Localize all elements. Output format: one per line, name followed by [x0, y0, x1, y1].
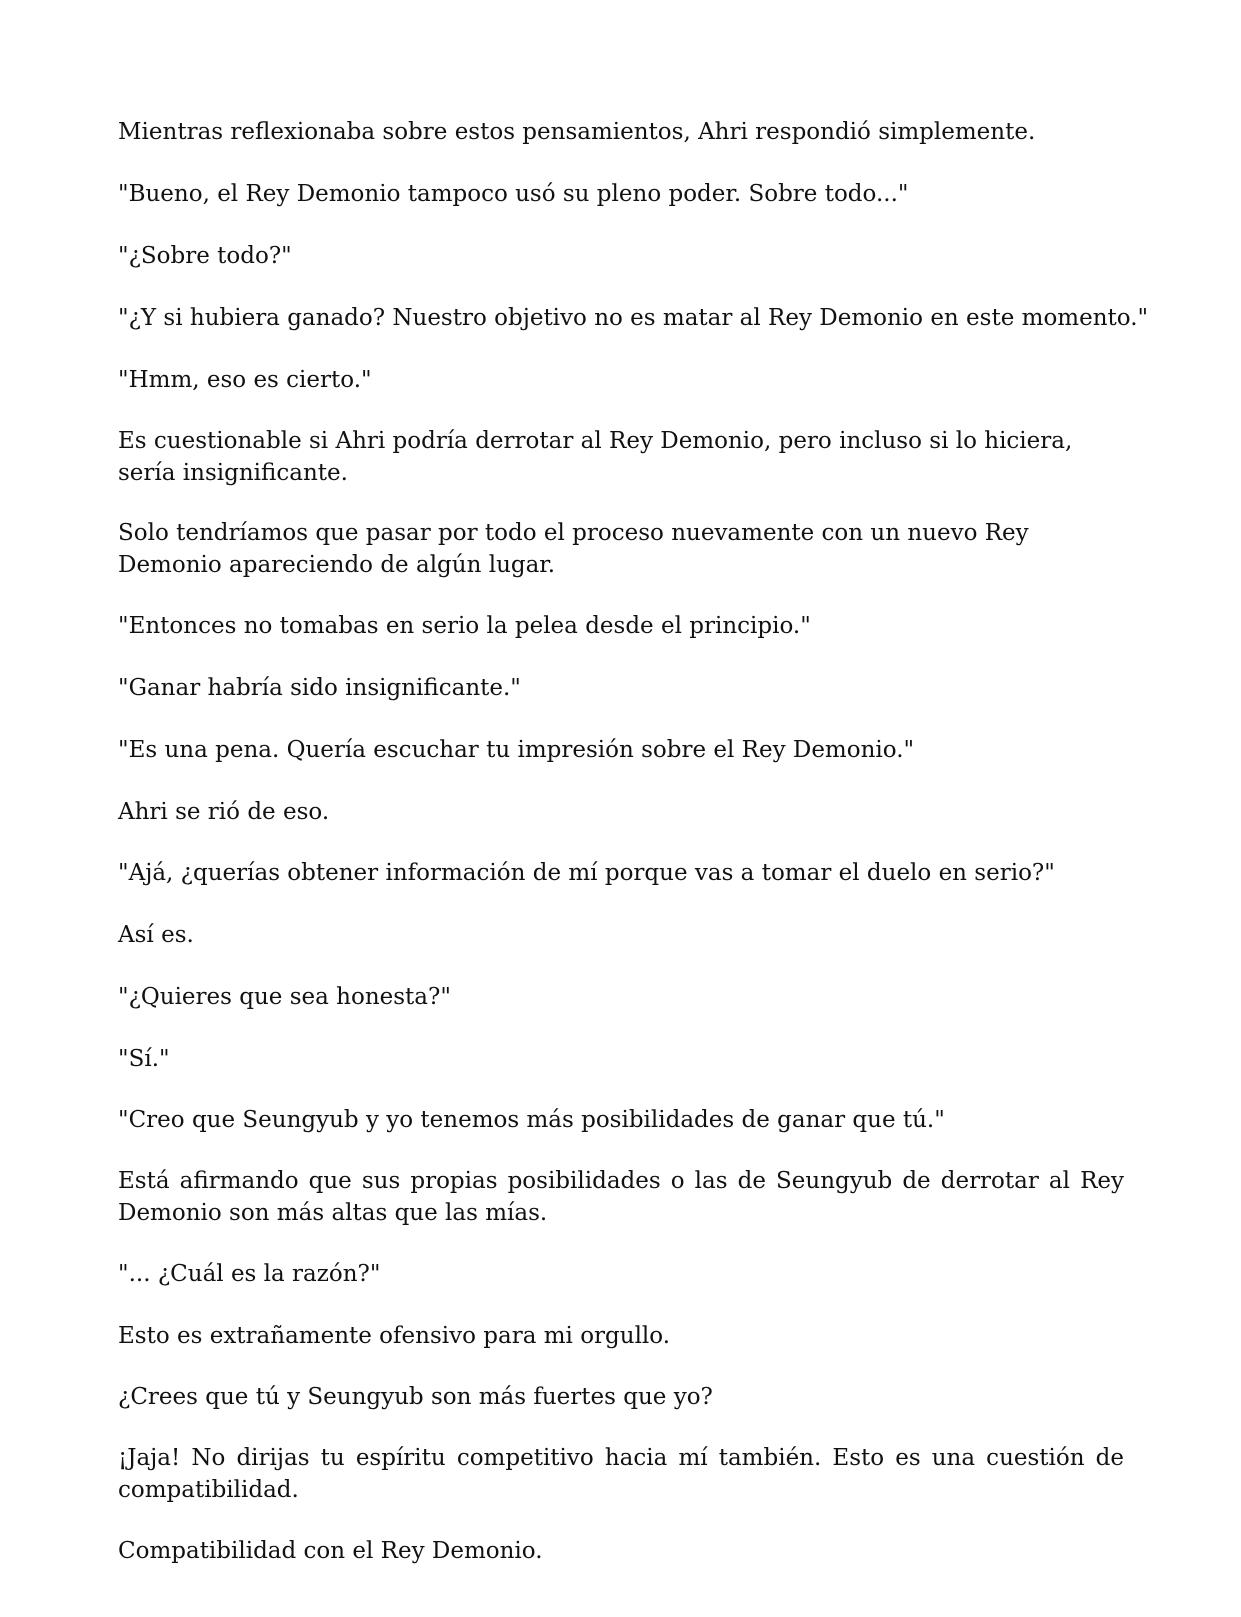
paragraph-4: "¿Y si hubiera ganado? Nuestro objetivo no es matar al Rey Demonio en este momento." — [118, 305, 1149, 331]
paragraph-12: "Ajá, ¿querías obtener información de mí porque vas a tomar el duelo en serio?" — [118, 860, 1055, 886]
paragraph-22: Compatibilidad con el Rey Demonio. — [118, 1538, 543, 1564]
paragraph-15: "Sí." — [118, 1046, 170, 1072]
paragraph-5: "Hmm, eso es cierto." — [118, 367, 372, 393]
paragraph-19: Esto es extrañamente ofensivo para mi orgullo. — [118, 1323, 671, 1349]
paragraph-13: Así es. — [118, 922, 194, 948]
paragraph-11: Ahri se rió de eso. — [118, 799, 330, 825]
paragraph-14: "¿Quieres que sea honesta?" — [118, 984, 451, 1010]
paragraph-6: Es cuestionable si Ahri podría derrotar al Rey Demonio, pero incluso si lo hiciera, sería insignificante. — [118, 428, 1073, 486]
paragraph-20: ¿Crees que tú y Seungyub son más fuertes que yo? — [118, 1384, 713, 1410]
paragraph-10: "Es una pena. Quería escuchar tu impresión sobre el Rey Demonio." — [118, 737, 915, 763]
paragraph-2: "Bueno, el Rey Demonio tampoco usó su pleno poder. Sobre todo..." — [118, 181, 909, 207]
paragraph-9: "Ganar habría sido insignificante." — [118, 675, 521, 701]
paragraph-17: Está afirmando que sus propias posibilidades o las de Seungyub de derrotar al Rey Demonio son más altas que las mías. — [118, 1168, 1124, 1226]
paragraph-16: "Creo que Seungyub y yo tenemos más posibilidades de ganar que tú." — [118, 1107, 945, 1133]
paragraph-18: "... ¿Cuál es la razón?" — [118, 1261, 381, 1287]
paragraph-8: "Entonces no tomabas en serio la pelea desde el principio." — [118, 613, 811, 639]
paragraph-1: Mientras reflexionaba sobre estos pensamientos, Ahri respondió simplemente. — [118, 119, 1036, 145]
paragraph-21: ¡Jaja! No dirijas tu espíritu competitivo hacia mí también. Esto es una cuestión de compatibilidad. — [118, 1445, 1124, 1503]
paragraph-3: "¿Sobre todo?" — [118, 243, 292, 269]
paragraph-7: Solo tendríamos que pasar por todo el proceso nuevamente con un nuevo Rey Demonio apareciendo de algún lugar. — [118, 520, 1029, 578]
